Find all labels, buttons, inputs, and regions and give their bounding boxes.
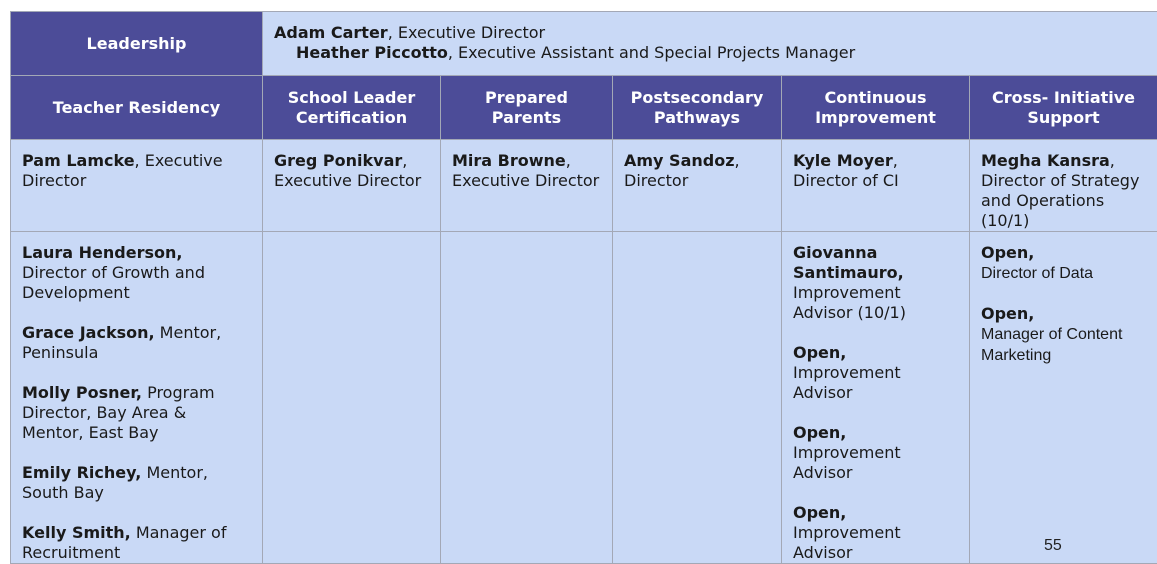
person-title: , Executive Director [274,151,421,190]
director-cell [441,140,613,232]
leadership-label: Leadership [11,12,263,76]
person-name: Mira Browne [452,151,566,170]
header-postsecondary-pathways: Postsecondary Pathways [613,76,782,140]
staff-entry [22,323,251,363]
person-title: , Executive Director [452,151,599,190]
person-title: Improvement Advisor (10/1) [793,283,906,322]
person-title: Improvement Advisor [793,523,901,562]
person-name: Emily Richey, [22,463,141,482]
person-name: Open, [981,304,1034,323]
person-title: Improvement Advisor [793,363,901,402]
person-title: , Executive Director [388,23,545,42]
person-name: Pam Lamcke [22,151,135,170]
director-cell [613,140,782,232]
staff-cell-prepared-parents [441,232,613,564]
staff-cell-postsecondary-pathways [613,232,782,564]
staff-cell-teacher-residency [11,232,263,564]
staff-row [11,232,1157,564]
person-name: Kelly Smith, [22,523,131,542]
person-title: , Director of Strategy and Operations (10/1) [981,151,1139,230]
person-title: Director of Growth and Development [22,263,205,302]
person-name: Amy Sandoz [624,151,735,170]
org-chart-table [10,11,1157,564]
person-title: Mentor, South Bay [22,463,208,502]
person-name: Adam Carter [274,23,388,42]
person-title: , Director of CI [793,151,899,190]
person-name: Open, [793,503,846,522]
staff-entry [22,383,251,443]
leadership-info [263,12,1157,76]
staff-entry [793,423,958,483]
person-name: Open, [793,343,846,362]
person-title: Manager of Content Marketing [981,326,1122,364]
person-name: Open, [981,243,1034,262]
person-title: , Director [624,151,740,190]
person-name: Laura Henderson, [22,243,182,262]
staff-entry [793,243,958,323]
person-name: Kyle Moyer [793,151,893,170]
staff-entry [793,503,958,563]
director-cell [263,140,441,232]
staff-cell-continuous-improvement [782,232,970,564]
person-title: , Executive Assistant and Special Projects Manager [448,43,855,62]
column-header-row [11,76,1157,140]
person-name: Open, [793,423,846,442]
leadership-line-1 [274,23,1146,43]
person-name: Heather Piccotto [296,43,448,62]
leadership-row [11,12,1157,76]
person-title: Mentor, Peninsula [22,323,221,362]
person-title: Program Director, Bay Area & Mentor, East Bay [22,383,215,442]
page-number: 55 [1044,537,1062,555]
director-cell [11,140,263,232]
staff-entry [981,243,1146,284]
staff-entry [22,463,251,503]
person-title: Director of Data [981,265,1093,282]
header-prepared-parents: Prepared Parents [441,76,613,140]
staff-entry [981,304,1146,366]
leadership-line-2 [274,43,1146,63]
header-continuous-improvement: Continuous Improvement [782,76,970,140]
person-name: Giovanna Santimauro, [793,243,904,282]
person-name: Megha Kansra [981,151,1110,170]
staff-cell-school-leader-certification [263,232,441,564]
header-school-leader-certification: School Leader Certification [263,76,441,140]
staff-cell-cross-initiative-support [970,232,1157,564]
director-cell [782,140,970,232]
director-row [11,140,1157,232]
header-teacher-residency: Teacher Residency [11,76,263,140]
person-title: Manager of Recruitment [22,523,226,562]
person-title: , Executive Director [22,151,223,190]
person-title: Improvement Advisor [793,443,901,482]
person-name: Molly Posner, [22,383,142,402]
staff-entry [22,243,251,303]
staff-entry [793,343,958,403]
director-cell [970,140,1157,232]
header-cross-initiative-support: Cross- Initiative Support [970,76,1157,140]
person-name: Greg Ponikvar [274,151,402,170]
staff-entry [22,523,251,563]
person-name: Grace Jackson, [22,323,155,342]
